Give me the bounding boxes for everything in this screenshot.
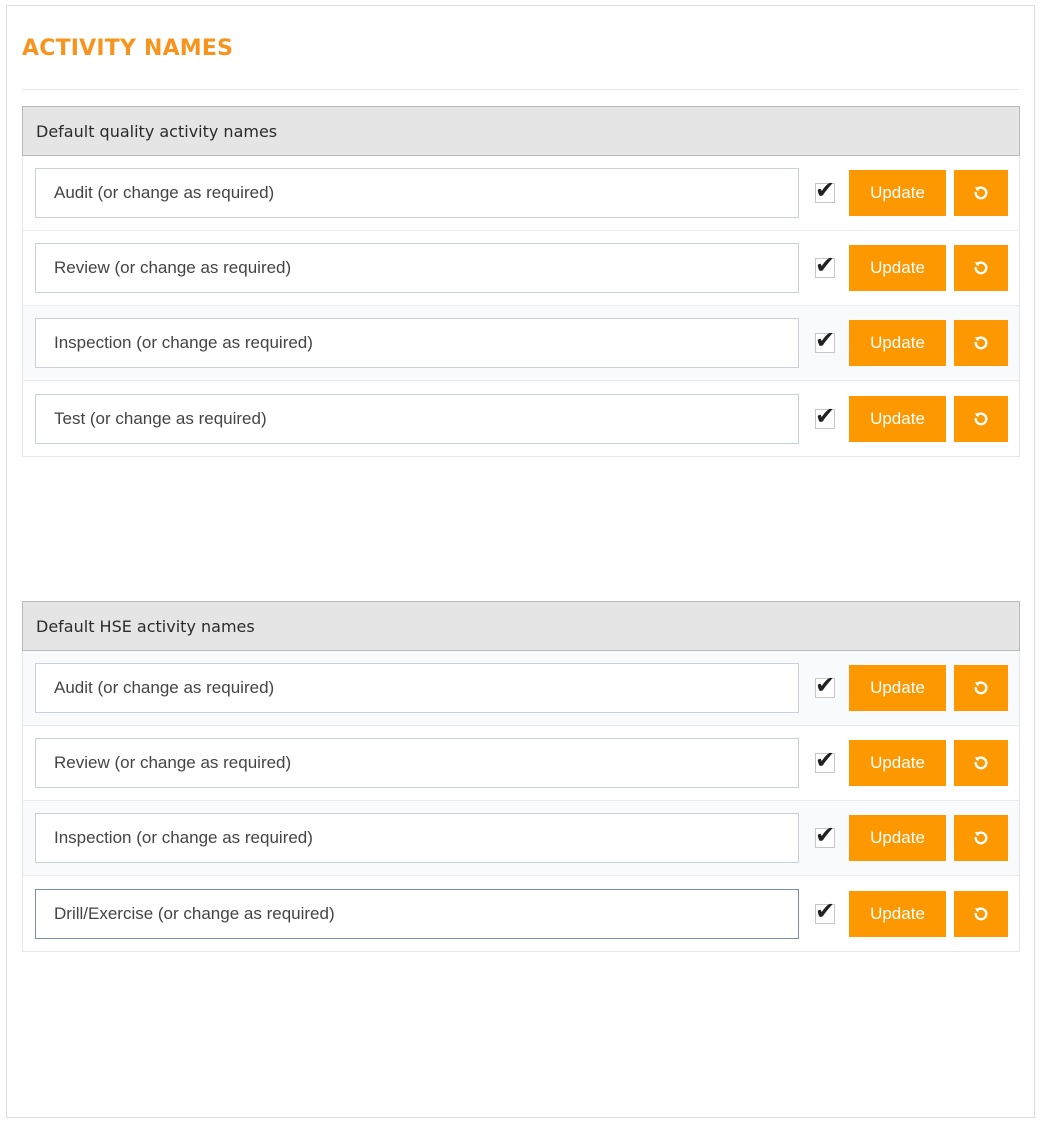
update-button[interactable]: Update [849,170,946,216]
update-button[interactable]: Update [849,396,946,442]
checkmark-icon: ✔ [815,746,836,774]
checkmark-icon: ✔ [815,326,836,354]
hse-activity-panel [22,601,1020,952]
activity-name-input[interactable] [35,318,799,368]
reset-button[interactable] [954,320,1008,366]
checkmark-icon: ✔ [815,401,836,430]
undo-icon [973,335,989,351]
reset-button[interactable] [954,245,1008,291]
update-button[interactable]: Update [849,891,946,937]
reset-button[interactable] [954,170,1008,216]
reset-button[interactable] [954,396,1008,442]
undo-icon [973,680,989,696]
update-button[interactable]: Update [849,320,946,366]
page-title: ACTIVITY NAMES [22,36,234,61]
panel-body [22,651,1020,952]
activity-row [23,156,1019,231]
activity-name-input[interactable] [35,394,799,444]
undo-icon [973,755,989,771]
update-button[interactable]: Update [849,815,946,861]
activity-name-input[interactable] [35,738,799,788]
activity-row [23,231,1019,306]
reset-button[interactable] [954,740,1008,786]
activity-row [23,876,1019,951]
undo-icon [973,411,989,427]
activity-name-input[interactable] [35,889,799,939]
panel-body [22,156,1020,457]
enabled-checkbox[interactable] [815,401,836,430]
activity-row [23,381,1019,456]
panel-header: Default HSE activity names [22,601,1020,651]
checkmark-icon: ✔ [815,671,836,699]
panel-header: Default quality activity names [22,106,1020,156]
reset-button[interactable] [954,665,1008,711]
undo-icon [973,906,989,922]
enabled-checkbox[interactable] [815,896,836,925]
title-divider [22,89,1019,90]
undo-icon [973,830,989,846]
activity-name-input[interactable] [35,168,799,218]
update-button[interactable]: Update [849,740,946,786]
checkmark-icon: ✔ [815,176,836,204]
activity-name-input[interactable] [35,813,799,863]
enabled-checkbox[interactable] [815,251,836,279]
enabled-checkbox[interactable] [815,176,836,204]
checkmark-icon: ✔ [815,251,836,279]
activity-row [23,801,1019,876]
reset-button[interactable] [954,815,1008,861]
checkmark-icon: ✔ [815,896,836,925]
undo-icon [973,260,989,276]
enabled-checkbox[interactable] [815,671,836,699]
update-button[interactable]: Update [849,245,946,291]
activity-name-input[interactable] [35,663,799,713]
reset-button[interactable] [954,891,1008,937]
enabled-checkbox[interactable] [815,821,836,849]
quality-activity-panel [22,106,1020,457]
enabled-checkbox[interactable] [815,746,836,774]
activity-row [23,726,1019,801]
undo-icon [973,185,989,201]
enabled-checkbox[interactable] [815,326,836,354]
activity-row [23,306,1019,381]
activity-name-input[interactable] [35,243,799,293]
update-button[interactable]: Update [849,665,946,711]
activity-row [23,651,1019,726]
checkmark-icon: ✔ [815,821,836,849]
